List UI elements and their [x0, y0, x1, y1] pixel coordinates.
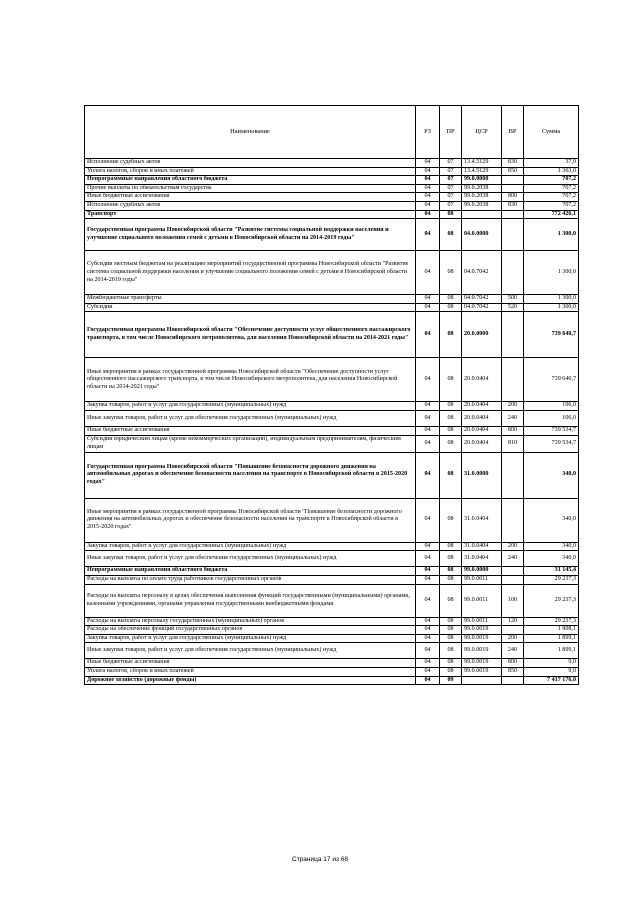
table-row — [85, 643, 579, 659]
cell-vr — [502, 567, 524, 576]
cell-sum: 106,0 — [524, 411, 579, 427]
cell-rz: 04 — [416, 303, 440, 312]
cell-rz: 04 — [416, 452, 440, 498]
cell-sum: 340,0 — [524, 498, 579, 542]
table-row — [85, 193, 579, 202]
cell-name: Иные бюджетные ассигнования — [85, 193, 416, 202]
cell-csr: 20.0.0000 — [462, 312, 502, 358]
cell-sum: 1 300,0 — [524, 303, 579, 312]
cell-pr: 07 — [440, 184, 462, 193]
table-row — [85, 358, 579, 402]
cell-rz: 04 — [416, 219, 440, 251]
cell-name: Субсидии юридическим лицам (кроме некоммерческих организаций), индивидуальным предпринимателям, физическим лицам — [85, 435, 416, 452]
cell-sum: 1 908,1 — [524, 626, 579, 635]
cell-rz: 04 — [416, 626, 440, 635]
cell-pr: 07 — [440, 159, 462, 168]
cell-vr — [502, 219, 524, 251]
cell-name: Закупка товаров, работ и услуг для государственных (муниципальных) нужд — [85, 542, 416, 551]
table-row — [85, 295, 579, 304]
cell-csr: 99.0.0011 — [462, 617, 502, 626]
cell-name: Иные закупки товаров, работ и услуг для обеспечения государственных (муниципальных) нужд — [85, 551, 416, 567]
cell-name: Уплата налогов, сборов и иных платежей — [85, 167, 416, 176]
cell-name: Закупка товаров, работ и услуг для государственных (муниципальных) нужд — [85, 634, 416, 643]
cell-rz: 04 — [416, 643, 440, 659]
cell-vr — [502, 676, 524, 685]
cell-rz: 04 — [416, 411, 440, 427]
cell-name: Исполнение судебных актов — [85, 202, 416, 211]
cell-pr: 08 — [440, 427, 462, 436]
cell-csr: 20.0.0404 — [462, 402, 502, 411]
table-row — [85, 542, 579, 551]
cell-rz: 04 — [416, 167, 440, 176]
table-row — [85, 567, 579, 576]
cell-csr: 99.0.0019 — [462, 626, 502, 635]
cell-vr: 500 — [502, 295, 524, 304]
cell-csr: 99.0.0000 — [462, 176, 502, 185]
cell-csr: 99.0.0019 — [462, 643, 502, 659]
cell-sum: 29 237,3 — [524, 617, 579, 626]
cell-name: Исполнение судебных актов — [85, 159, 416, 168]
cell-csr: 20.0.0404 — [462, 427, 502, 436]
cell-name: Межбюджетные трансферты — [85, 295, 416, 304]
cell-rz: 04 — [416, 402, 440, 411]
cell-sum: 340,0 — [524, 542, 579, 551]
cell-name: Субсидии — [85, 303, 416, 312]
cell-rz: 04 — [416, 202, 440, 211]
cell-rz: 04 — [416, 575, 440, 584]
cell-sum: 31 145,4 — [524, 567, 579, 576]
cell-name: Государственная программа Новосибирской области "Обеспечение доступности услуг общественного пассажирского транспорта, в том числе Новосибирского метрополитена, для населения Новосибирской области на 2014-2021 годы" — [85, 312, 416, 358]
header-pr: ПР — [440, 106, 462, 159]
cell-vr: 800 — [502, 427, 524, 436]
cell-vr — [502, 184, 524, 193]
cell-pr: 08 — [440, 251, 462, 295]
cell-pr: 08 — [440, 575, 462, 584]
cell-sum: 707,2 — [524, 202, 579, 211]
cell-name: Государственная программа Новосибирской области "Повышение безопасности дорожного движения на автомобильных дорогах и обеспечение безопасности населения на транспорте в Новосибирской области в 2015-2020 годах" — [85, 452, 416, 498]
cell-pr: 08 — [440, 667, 462, 676]
table-row — [85, 427, 579, 436]
cell-pr: 08 — [440, 567, 462, 576]
cell-rz: 04 — [416, 551, 440, 567]
cell-rz: 04 — [416, 251, 440, 295]
cell-csr — [462, 676, 502, 685]
cell-vr — [502, 312, 524, 358]
table-row — [85, 210, 579, 219]
cell-sum: 29 237,3 — [524, 584, 579, 617]
cell-rz: 04 — [416, 659, 440, 668]
cell-name: Расходы на выплаты по оплате труда работников государственных органов — [85, 575, 416, 584]
cell-rz: 04 — [416, 193, 440, 202]
cell-pr: 08 — [440, 219, 462, 251]
budget-table — [84, 105, 579, 685]
cell-pr: 09 — [440, 676, 462, 685]
cell-sum: 9,0 — [524, 659, 579, 668]
table-row — [85, 498, 579, 542]
cell-csr: 99.0.0011 — [462, 575, 502, 584]
cell-sum: 707,2 — [524, 193, 579, 202]
cell-vr — [502, 251, 524, 295]
cell-rz: 04 — [416, 427, 440, 436]
cell-vr — [502, 498, 524, 542]
cell-name: Непрограммные направления областного бюджета — [85, 567, 416, 576]
cell-csr: 99.0.0011 — [462, 584, 502, 617]
table-row — [85, 676, 579, 685]
cell-pr: 07 — [440, 193, 462, 202]
cell-rz: 04 — [416, 358, 440, 402]
table-row — [85, 159, 579, 168]
cell-sum: 707,2 — [524, 184, 579, 193]
cell-rz: 04 — [416, 667, 440, 676]
cell-vr: 200 — [502, 634, 524, 643]
cell-rz: 04 — [416, 159, 440, 168]
cell-pr: 08 — [440, 659, 462, 668]
cell-vr: 240 — [502, 411, 524, 427]
cell-csr: 31.0.0404 — [462, 498, 502, 542]
cell-vr — [502, 210, 524, 219]
cell-pr: 08 — [440, 312, 462, 358]
page-footer: Страница 17 из 68 — [292, 856, 348, 863]
table-row — [85, 659, 579, 668]
cell-name: Расходы на обеспечение функций государственных органов — [85, 626, 416, 635]
cell-name: Иные закупки товаров, работ и услуг для обеспечения государственных (муниципальных) нужд — [85, 643, 416, 659]
cell-csr: 31.0.0404 — [462, 542, 502, 551]
cell-sum: 340,0 — [524, 551, 579, 567]
cell-pr: 08 — [440, 402, 462, 411]
table-row — [85, 551, 579, 567]
cell-sum: 739 534,7 — [524, 427, 579, 436]
cell-vr — [502, 575, 524, 584]
cell-rz: 04 — [416, 210, 440, 219]
cell-pr: 08 — [440, 435, 462, 452]
cell-csr: 04.0.7042 — [462, 295, 502, 304]
cell-name: Уплата налогов, сборов и иных платежей — [85, 667, 416, 676]
cell-sum: 106,0 — [524, 402, 579, 411]
cell-sum: 772 426,1 — [524, 210, 579, 219]
cell-rz: 04 — [416, 184, 440, 193]
cell-vr: 850 — [502, 667, 524, 676]
cell-pr: 08 — [440, 551, 462, 567]
cell-sum: 29 237,3 — [524, 575, 579, 584]
cell-pr: 08 — [440, 643, 462, 659]
cell-csr: 99.0.0000 — [462, 567, 502, 576]
cell-pr: 08 — [440, 617, 462, 626]
cell-csr — [462, 210, 502, 219]
cell-pr: 08 — [440, 498, 462, 542]
table-row — [85, 435, 579, 452]
cell-rz: 04 — [416, 676, 440, 685]
cell-csr: 04.0.0000 — [462, 219, 502, 251]
cell-pr: 08 — [440, 626, 462, 635]
cell-rz: 04 — [416, 435, 440, 452]
cell-pr: 07 — [440, 167, 462, 176]
header-csr: ЦСР — [462, 106, 502, 159]
cell-vr: 520 — [502, 303, 524, 312]
cell-vr — [502, 452, 524, 498]
cell-sum: 1 300,0 — [524, 219, 579, 251]
cell-pr: 08 — [440, 584, 462, 617]
cell-name: Расходы на выплаты персоналу государственных (муниципальных) органов — [85, 617, 416, 626]
cell-name: Дорожное хозяйство (дорожные фонды) — [85, 676, 416, 685]
cell-vr: 850 — [502, 167, 524, 176]
header-sum: Сумма — [524, 106, 579, 159]
table-row — [85, 303, 579, 312]
cell-csr: 99.0.0019 — [462, 659, 502, 668]
cell-name: Иные закупки товаров, работ и услуг для обеспечения государственных (муниципальных) нужд — [85, 411, 416, 427]
cell-rz: 04 — [416, 498, 440, 542]
table-row — [85, 176, 579, 185]
cell-name: Субсидии местным бюджетам на реализацию мероприятий государственной программы Новосибирской области "Развитие системы социальной поддержки населения и улучшение социального положения семей с детьми в Новосибирской области на 2014-2019 годы" — [85, 251, 416, 295]
cell-csr: 04.0.7042 — [462, 251, 502, 295]
table-row — [85, 251, 579, 295]
table-row — [85, 202, 579, 211]
cell-sum: 7 417 176,0 — [524, 676, 579, 685]
cell-name: Иные мероприятия в рамках государственной программы Новосибирской области "Обеспечение доступности услуг общественного пассажирского транспорта, в том числе Новосибирского метрополитена, для населения Новосибирской области на 2014-2021 годы" — [85, 358, 416, 402]
table-row — [85, 617, 579, 626]
cell-csr: 20.0.0404 — [462, 411, 502, 427]
cell-csr: 04.0.7042 — [462, 303, 502, 312]
cell-pr: 08 — [440, 411, 462, 427]
cell-sum: 739 640,7 — [524, 312, 579, 358]
cell-rz: 04 — [416, 312, 440, 358]
cell-sum: 739 534,7 — [524, 435, 579, 452]
cell-vr — [502, 358, 524, 402]
cell-pr: 08 — [440, 295, 462, 304]
header-rz: РЗ — [416, 106, 440, 159]
cell-rz: 04 — [416, 617, 440, 626]
table-row — [85, 411, 579, 427]
cell-csr: 31.0.0404 — [462, 551, 502, 567]
cell-rz: 04 — [416, 634, 440, 643]
cell-pr: 08 — [440, 303, 462, 312]
cell-sum: 1 300,0 — [524, 295, 579, 304]
table-row — [85, 575, 579, 584]
cell-sum: 1 899,1 — [524, 634, 579, 643]
cell-vr: 100 — [502, 584, 524, 617]
table-row — [85, 219, 579, 251]
cell-sum: 707,2 — [524, 176, 579, 185]
table-row — [85, 584, 579, 617]
cell-sum: 739 640,7 — [524, 358, 579, 402]
cell-pr: 07 — [440, 202, 462, 211]
cell-sum: 37,0 — [524, 159, 579, 168]
cell-name: Транспорт — [85, 210, 416, 219]
cell-vr — [502, 176, 524, 185]
table-row — [85, 184, 579, 193]
cell-rz: 04 — [416, 584, 440, 617]
header-name: Наименование — [85, 106, 416, 159]
table-row — [85, 402, 579, 411]
cell-pr: 08 — [440, 634, 462, 643]
cell-vr: 120 — [502, 617, 524, 626]
cell-csr: 99.0.2038 — [462, 202, 502, 211]
cell-name: Иные мероприятия в рамках государственной программы Новосибирской области "Повышение безопасности дорожного движения на автомобильных дорогах и обеспечение безопасности населения на транспорте в Новосибирской области в 2015-2020 годах" — [85, 498, 416, 542]
cell-pr: 08 — [440, 452, 462, 498]
table-row — [85, 626, 579, 635]
cell-vr: 240 — [502, 643, 524, 659]
cell-name: Государственная программа Новосибирской области "Развитие системы социальной поддержки населения и улучшение социального положения семей с детьми в Новосибирской области на 2014-2019 годы" — [85, 219, 416, 251]
cell-vr: 200 — [502, 402, 524, 411]
cell-csr: 20.0.0404 — [462, 435, 502, 452]
cell-vr: 240 — [502, 551, 524, 567]
cell-csr: 20.0.0404 — [462, 358, 502, 402]
table-row — [85, 167, 579, 176]
cell-pr: 08 — [440, 542, 462, 551]
table-row — [85, 634, 579, 643]
cell-vr: 800 — [502, 659, 524, 668]
cell-vr: 810 — [502, 435, 524, 452]
cell-name: Прочие выплаты по обязательствам государства — [85, 184, 416, 193]
cell-csr: 31.0.0000 — [462, 452, 502, 498]
cell-csr: 13.4.5129 — [462, 159, 502, 168]
cell-name: Закупка товаров, работ и услуг для государственных (муниципальных) нужд — [85, 402, 416, 411]
cell-vr — [502, 626, 524, 635]
cell-sum: 340,0 — [524, 452, 579, 498]
cell-sum: 1 899,1 — [524, 643, 579, 659]
cell-pr: 08 — [440, 210, 462, 219]
table-row — [85, 312, 579, 358]
cell-pr: 07 — [440, 176, 462, 185]
cell-vr: 830 — [502, 159, 524, 168]
cell-sum: 1 363,0 — [524, 167, 579, 176]
cell-csr: 99.0.2038 — [462, 184, 502, 193]
cell-csr: 99.0.0019 — [462, 667, 502, 676]
table-row — [85, 452, 579, 498]
header-vr: ВР — [502, 106, 524, 159]
cell-vr: 800 — [502, 193, 524, 202]
cell-csr: 13.4.5129 — [462, 167, 502, 176]
cell-rz: 04 — [416, 176, 440, 185]
cell-vr: 830 — [502, 202, 524, 211]
cell-pr: 08 — [440, 358, 462, 402]
cell-csr: 99.0.2038 — [462, 193, 502, 202]
cell-rz: 04 — [416, 567, 440, 576]
table-row — [85, 667, 579, 676]
cell-name: Непрограммные направления областного бюджета — [85, 176, 416, 185]
cell-rz: 04 — [416, 295, 440, 304]
cell-sum: 9,0 — [524, 667, 579, 676]
cell-name: Иные бюджетные ассигнования — [85, 427, 416, 436]
cell-rz: 04 — [416, 542, 440, 551]
cell-name: Расходы на выплаты персоналу в целях обеспечения выполнения функций государственными (муниципальными) органами, казенными учреждениями, органами управления государственными внебюджетными фондами — [85, 584, 416, 617]
cell-vr: 200 — [502, 542, 524, 551]
cell-csr: 99.0.0019 — [462, 634, 502, 643]
cell-name: Иные бюджетные ассигнования — [85, 659, 416, 668]
table-header-row — [85, 106, 579, 159]
cell-sum: 1 300,0 — [524, 251, 579, 295]
